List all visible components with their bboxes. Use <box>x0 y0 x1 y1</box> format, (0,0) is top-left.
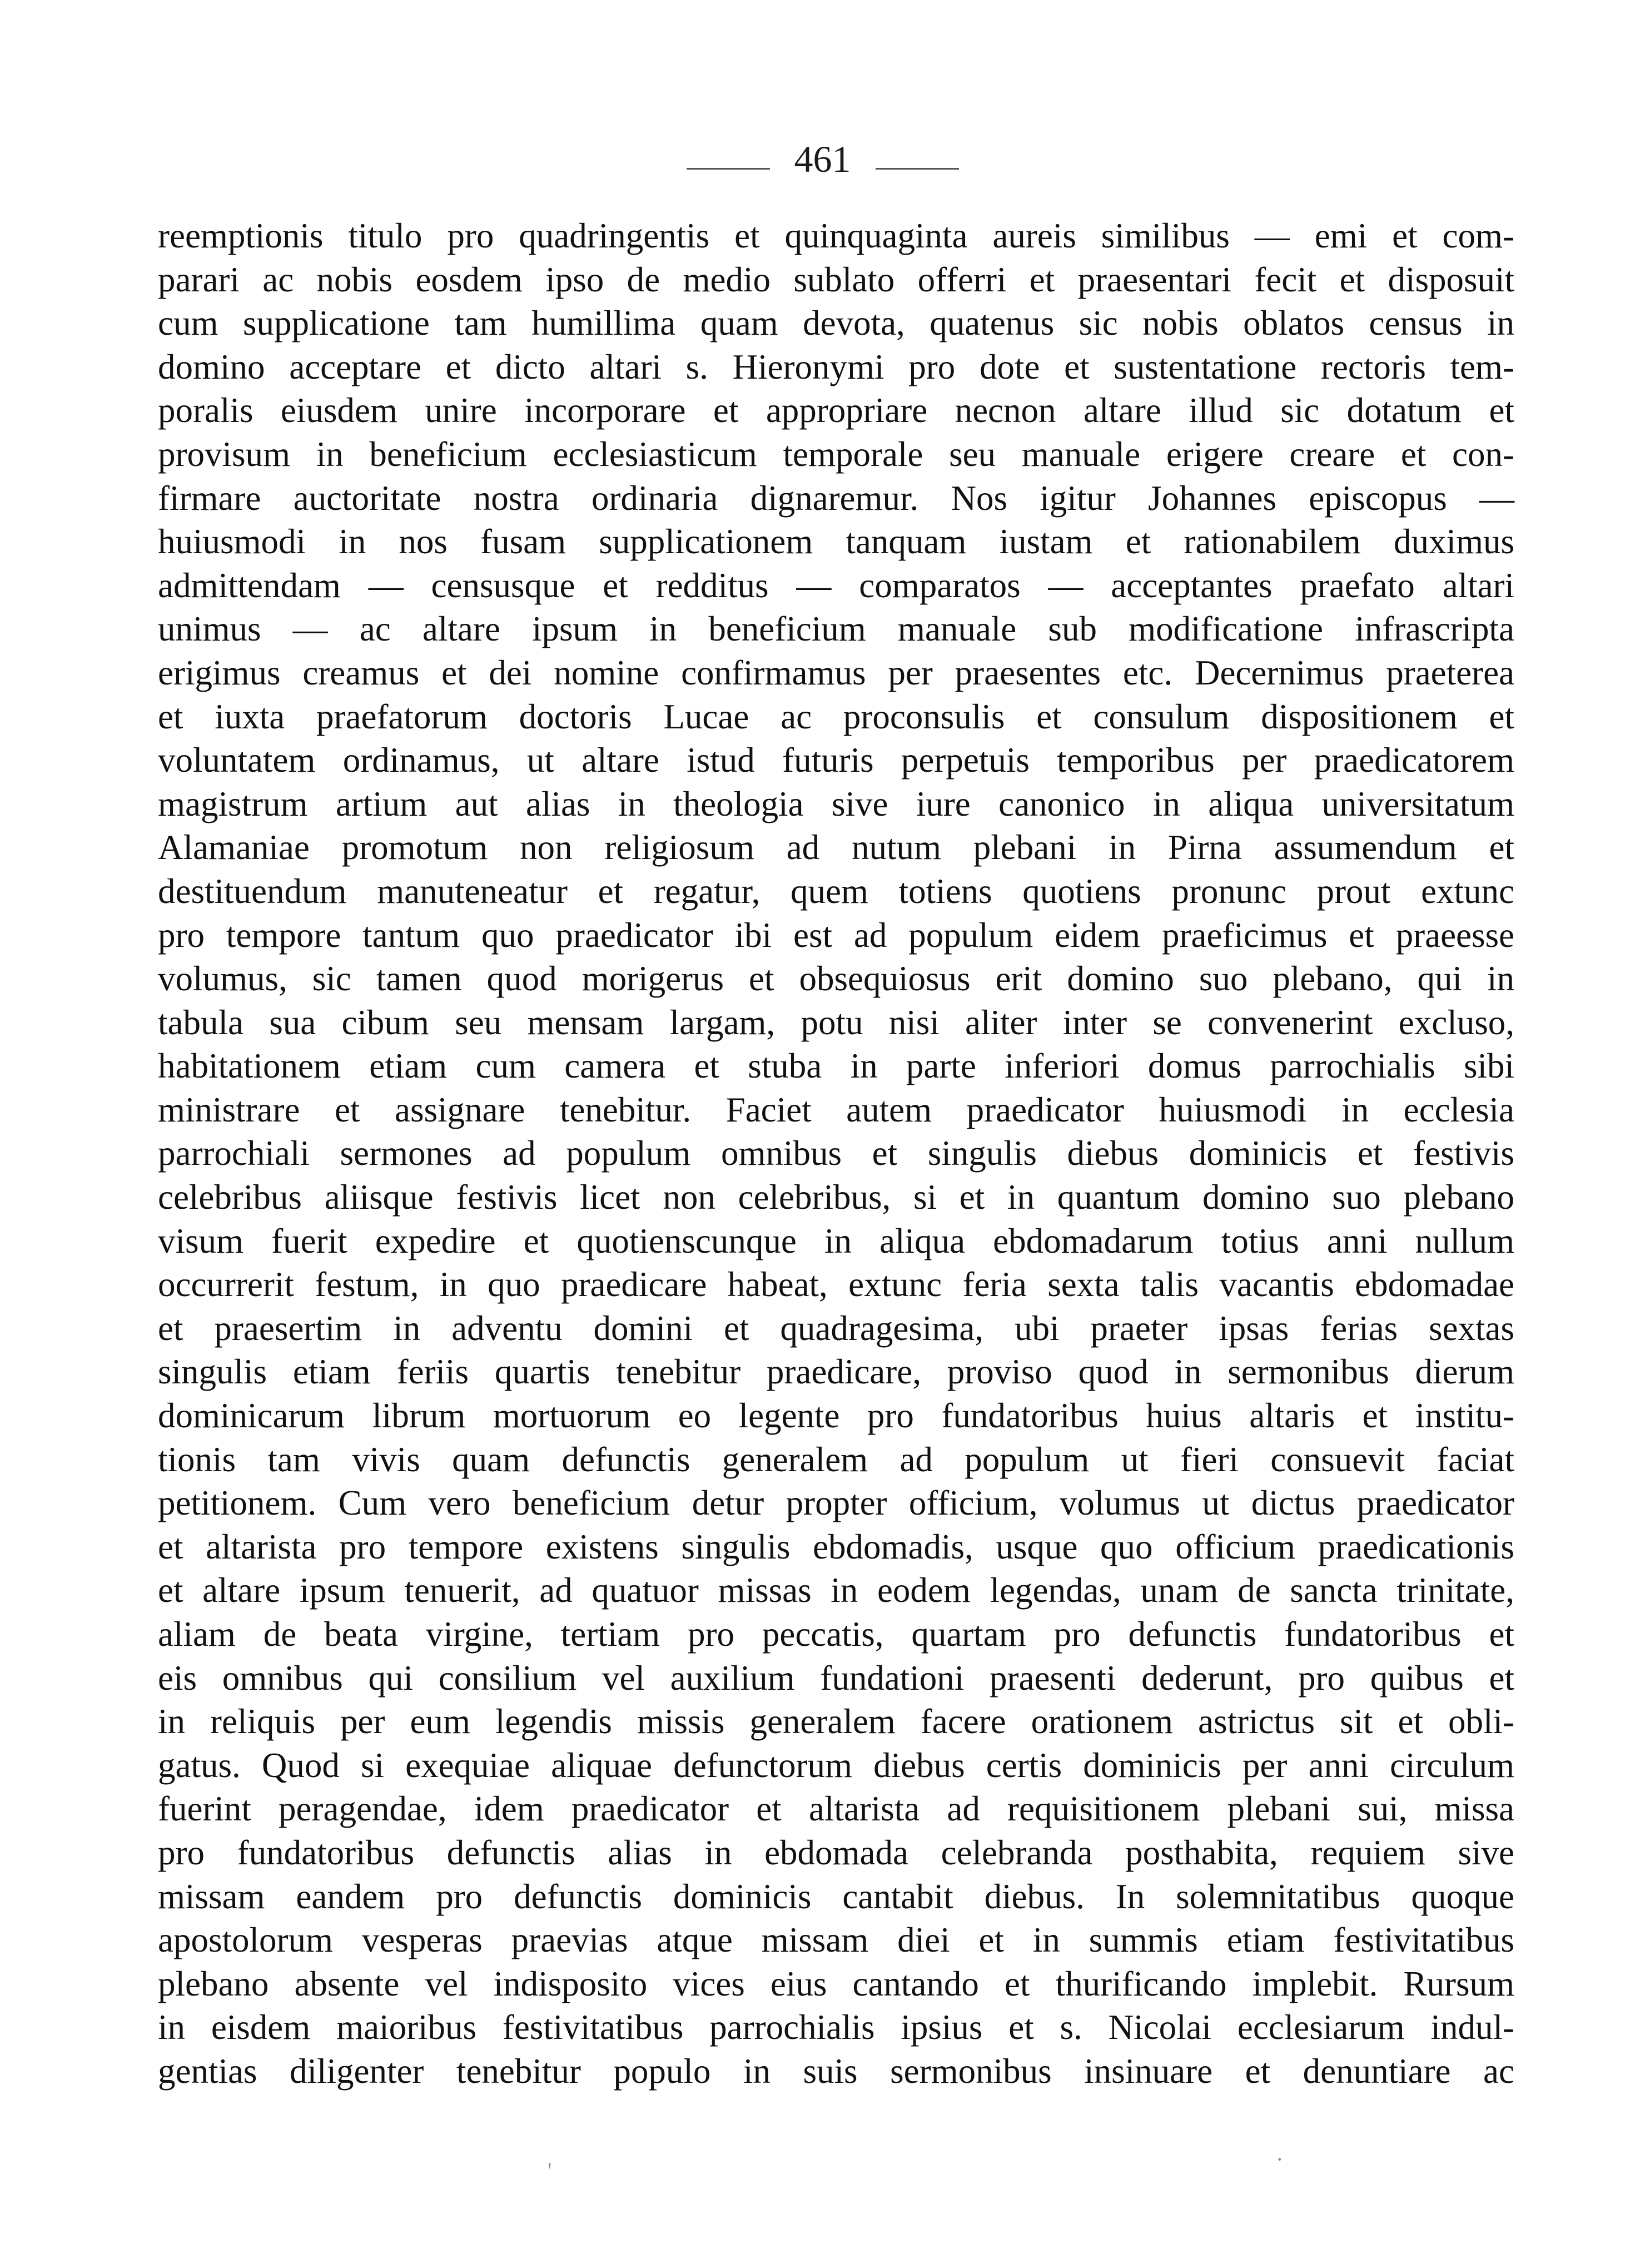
text-line: pro fundatoribus defunctis alias in ebdomada celebranda posthabita, requiem sive <box>158 1833 1514 1872</box>
scan-speck: ' <box>548 2158 552 2183</box>
text-line: tabula sua cibum seu mensam largam, potu nisi aliter inter se convenerint excluso, <box>158 1003 1514 1042</box>
text-line: voluntatem ordinamus, ut altare istud futuris perpetuis temporibus per praedicatorem <box>158 741 1514 780</box>
text-line: ministrare et assignare tenebitur. Faciet autem praedicator huiusmodi in ecclesia <box>158 1090 1514 1129</box>
text-line: dominicarum librum mortuorum eo legente pro fundatoribus huius altaris et institu- <box>158 1396 1514 1436</box>
text-line: magistrum artium aut alias in theologia sive iure canonico in aliqua universitatum <box>158 784 1514 823</box>
text-line: in reliquis per eum legendis missis generalem facere orationem astrictus sit et obli- <box>158 1702 1514 1741</box>
text-line: petitionem. Cum vero beneficium detur propter officium, volumus ut dictus praedicator <box>158 1483 1514 1523</box>
text-line: erigimus creamus et dei nomine confirmamus per praesentes etc. Decernimus praeterea <box>158 653 1514 692</box>
text-line: plebano absente vel indisposito vices eius cantando et thurificando implebit. Rursum <box>158 1964 1514 2003</box>
text-line: pro tempore tantum quo praedicator ibi est ad populum eidem praeficimus et praeesse <box>158 915 1514 955</box>
text-line: et altarista pro tempore existens singulis ebdomadis, usque quo officium praedicationis <box>158 1527 1514 1566</box>
page-header <box>0 137 1645 181</box>
text-line: unimus — ac altare ipsum in beneficium manuale sub modificatione infrascripta <box>158 609 1514 649</box>
text-line: in eisdem maioribus festivitatibus parrochialis ipsius et s. Nicolai ecclesiarum indul- <box>158 2008 1514 2047</box>
text-line: cum supplicatione tam humillima quam devota, quatenus sic nobis oblatos census in <box>158 304 1514 343</box>
text-line: singulis etiam feriis quartis tenebitur praedicare, proviso quod in sermonibus dierum <box>158 1352 1514 1392</box>
text-line: parari ac nobis eosdem ipso de medio sublato offerri et praesentari fecit et disposuit <box>158 260 1514 299</box>
header-rule-right <box>876 168 959 170</box>
text-line: volumus, sic tamen quod morigerus et obsequiosus erit domino suo plebano, qui in <box>158 959 1514 999</box>
text-line: tionis tam vivis quam defunctis generalem ad populum ut fieri consuevit faciat <box>158 1440 1514 1479</box>
scan-speck: · <box>1276 2147 1284 2172</box>
text-line: eis omnibus qui consilium vel auxilium fundationi praesenti dederunt, pro quibus et <box>158 1658 1514 1698</box>
text-line: occurrerit festum, in quo praedicare habeat, extunc feria sexta talis vacantis ebdomadae <box>158 1265 1514 1304</box>
text-line: huiusmodi in nos fusam supplicationem tanquam iustam et rationabilem duximus <box>158 522 1514 562</box>
text-line: et praesertim in adventu domini et quadragesima, ubi praeter ipsas ferias sextas <box>158 1308 1514 1348</box>
text-line: celebribus aliisque festivis licet non celebribus, si et in quantum domino suo plebano <box>158 1178 1514 1217</box>
text-line: missam eandem pro defunctis dominicis cantabit diebus. In solemnitatibus quoque <box>158 1877 1514 1916</box>
text-line: gentias diligenter tenebitur populo in suis sermonibus insinuare et denuntiare ac <box>158 2051 1514 2091</box>
text-line: et altare ipsum tenuerit, ad quatuor missas in eodem legendas, unam de sancta trinitate, <box>158 1571 1514 1610</box>
text-line: reemptionis titulo pro quadringentis et quinquaginta aureis similibus — emi et com- <box>158 216 1514 255</box>
header-rule-left <box>687 168 770 170</box>
text-line: visum fuerit expedire et quotienscunque in aliqua ebdomadarum totius anni nullum <box>158 1221 1514 1260</box>
text-line: poralis eiusdem unire incorporare et appropriare necnon altare illud sic dotatum et <box>158 391 1514 430</box>
text-line: gatus. Quod si exequiae aliquae defunctorum diebus certis dominicis per anni circulum <box>158 1745 1514 1785</box>
text-line: fuerint peragendae, idem praedicator et altarista ad requisitionem plebani sui, missa <box>158 1789 1514 1829</box>
text-line: destituendum manuteneatur et regatur, quem totiens quotiens pronunc prout extunc <box>158 871 1514 911</box>
page-number: 461 <box>794 138 851 180</box>
text-line: parrochiali sermones ad populum omnibus et singulis diebus dominicis et festivis <box>158 1134 1514 1173</box>
text-line: habitationem etiam cum camera et stuba in parte inferiori domus parrochialis sibi <box>158 1046 1514 1086</box>
text-line: provisum in beneficium ecclesiasticum temporale seu manuale erigere creare et con- <box>158 434 1514 474</box>
text-line: firmare auctoritate nostra ordinaria dignaremur. Nos igitur Johannes episcopus — <box>158 478 1514 518</box>
text-line: aliam de beata virgine, tertiam pro peccatis, quartam pro defunctis fundatoribus et <box>158 1615 1514 1654</box>
text-line: et iuxta praefatorum doctoris Lucae ac proconsulis et consulum dispositionem et <box>158 697 1514 736</box>
body-text <box>158 214 1514 2093</box>
text-line: apostolorum vesperas praevias atque missam diei et in summis etiam festivitatibus <box>158 1920 1514 1960</box>
text-line: domino acceptare et dicto altari s. Hieronymi pro dote et sustentatione rectoris tem- <box>158 347 1514 386</box>
text-line: Alamaniae promotum non religiosum ad nutum plebani in Pirna assumendum et <box>158 828 1514 867</box>
text-line: admittendam — censusque et redditus — comparatos — acceptantes praefato altari <box>158 565 1514 605</box>
